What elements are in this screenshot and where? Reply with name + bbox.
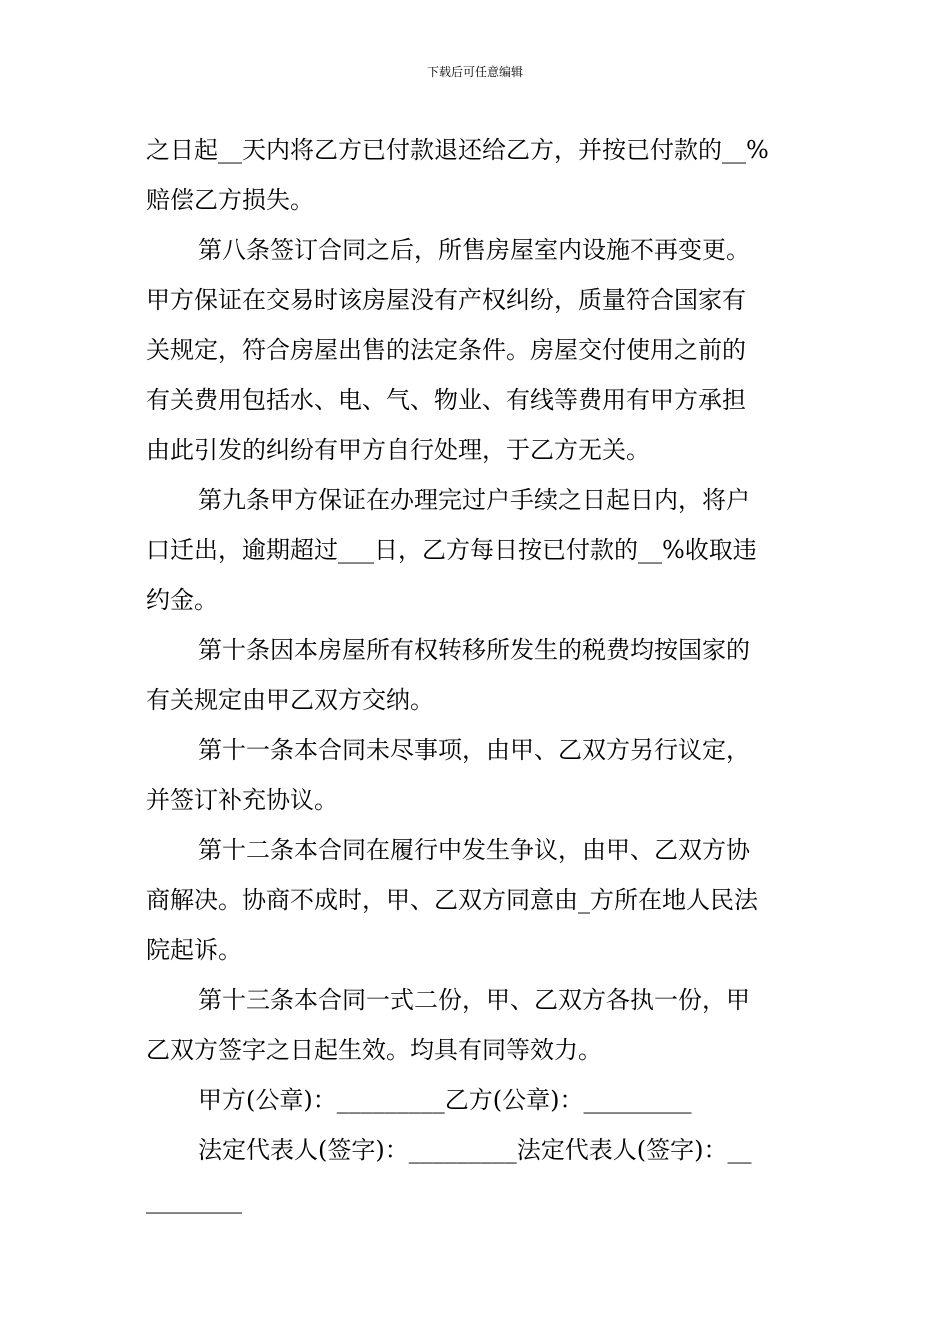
text-line: 第九条甲方保证在办理完过户手续之日起日内，将户 — [198, 486, 750, 514]
text-line: 乙双方签字之日起生效。均具有同等效力。 — [146, 1036, 602, 1064]
text-line: 口迁出，逾期超过___日，乙方每日按已付款的__%收取违 — [146, 536, 757, 564]
text-line: 并签订补充协议。 — [146, 786, 338, 814]
text-line: 第十一条本合同未尽事项，由甲、乙双方另行议定， — [198, 736, 750, 764]
text-line: 赔偿乙方损失。 — [146, 186, 314, 214]
text-line: 关规定，符合房屋出售的法定条件。房屋交付使用之前的 — [146, 336, 746, 364]
text-line: 第十条因本房屋所有权转移所发生的税费均按国家的 — [198, 636, 750, 664]
text-line: 约金。 — [146, 586, 218, 614]
text-line: 之日起__天内将乙方已付款退还给乙方，并按已付款的__% — [146, 136, 769, 164]
text-line: 院起诉。 — [146, 936, 242, 964]
text-line: 第八条签订合同之后，所售房屋室内设施不再变更。 — [198, 236, 750, 264]
text-line: 甲方保证在交易时该房屋没有产权纠纷，质量符合国家有 — [146, 286, 746, 314]
text-line: 甲方(公章)：_________乙方(公章)：_________ — [198, 1086, 692, 1114]
text-line: ________ — [146, 1186, 242, 1214]
text-line: 有关规定由甲乙双方交纳。 — [146, 686, 434, 714]
text-line: 法定代表人(签字)：_________法定代表人(签字)：__ — [198, 1136, 752, 1164]
page-header: 下载后可任意编辑 — [426, 65, 523, 79]
text-line: 第十三条本合同一式二份，甲、乙双方各执一份，甲 — [198, 986, 750, 1014]
contract-body — [146, 125, 806, 1225]
text-line: 有关费用包括水、电、气、物业、有线等费用有甲方承担 — [146, 386, 746, 414]
text-line: 由此引发的纠纷有甲方自行处理，于乙方无关。 — [146, 436, 650, 464]
text-line: 商解决。协商不成时，甲、乙双方同意由_方所在地人民法 — [146, 886, 758, 914]
text-line: 第十二条本合同在履行中发生争议，由甲、乙双方协 — [198, 836, 750, 864]
